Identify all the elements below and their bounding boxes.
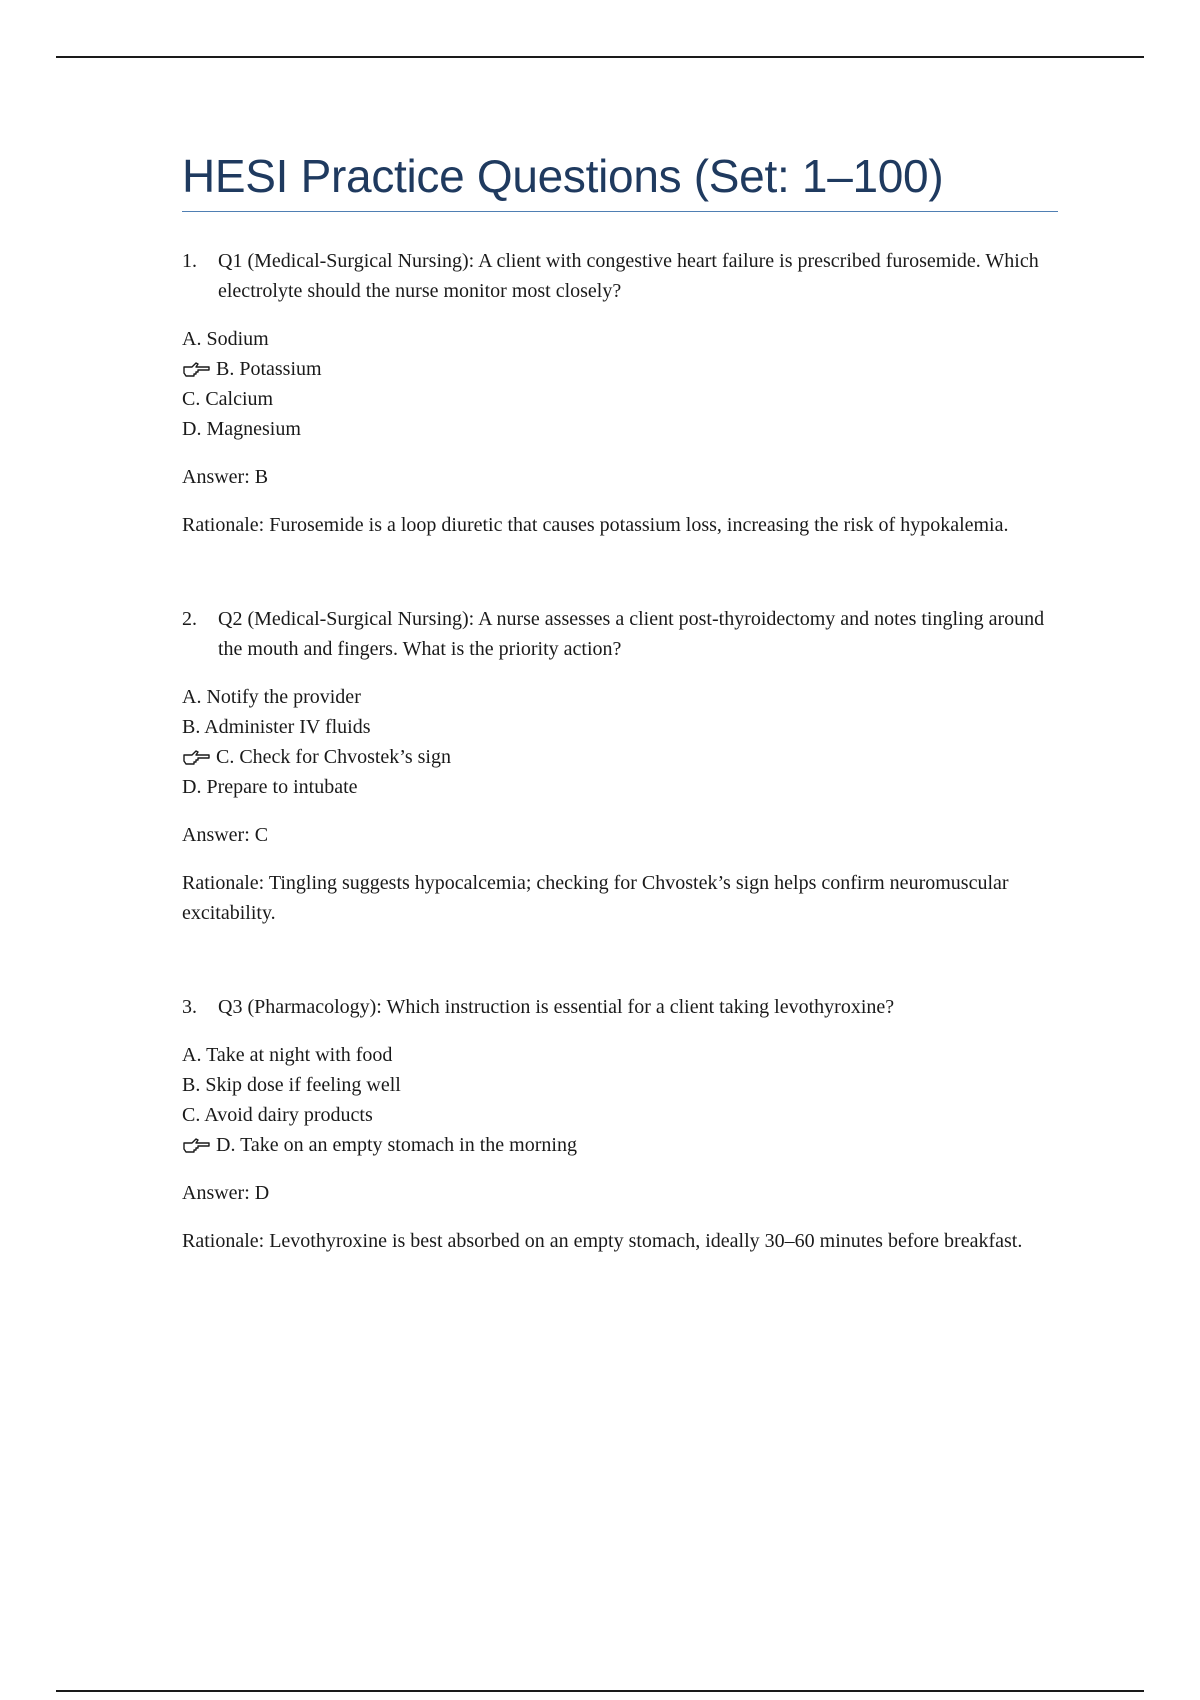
option-d [182,772,1058,802]
option-a [182,324,1058,354]
rationale-text: Rationale: Furosemide is a loop diuretic that causes potassium loss, increasing the risk of hypokalemia. [182,513,1009,536]
question-number: 2. [182,607,197,630]
option-label: C. Check for Chvostek’s sign [216,745,451,768]
answer-text: Answer: D [182,1181,270,1204]
footer-rule [56,1690,1144,1692]
pointing-hand-icon [182,359,212,379]
question-item [182,604,1058,928]
option-c [182,742,1058,772]
pointing-hand-icon [182,747,212,767]
title-underline [182,211,1058,212]
question-text: Q2 (Medical-Surgical Nursing): A nurse assesses a client post-thyroidectomy and notes tingling around the mouth and fingers. What is the priority action? [218,607,1045,660]
option-label: B. Administer IV fluids [182,715,371,738]
question-item [182,246,1058,540]
question-number: 3. [182,995,197,1018]
option-a [182,1040,1058,1070]
option-c [182,1100,1058,1130]
question-item [182,992,1058,1256]
options-list [182,324,1058,444]
option-label: D. Magnesium [182,417,301,440]
document-title: HESI Practice Questions (Set: 1–100) [182,150,944,202]
header-rule [56,56,1144,58]
question-text: Q1 (Medical-Surgical Nursing): A client with congestive heart failure is prescribed furosemide. Which electrolyte should the nurse monitor most closely? [218,249,1039,302]
option-label: C. Calcium [182,387,274,410]
option-label: D. Take on an empty stomach in the morning [216,1133,577,1156]
option-d [182,1130,1058,1160]
answer-text: Answer: C [182,823,269,846]
option-label: B. Potassium [216,357,322,380]
option-a [182,682,1058,712]
option-c [182,384,1058,414]
question-text: Q3 (Pharmacology): Which instruction is essential for a client taking levothyroxine? [218,995,895,1018]
question-line [182,992,1058,1022]
option-b [182,712,1058,742]
option-label: C. Avoid dairy products [182,1103,373,1126]
question-line [182,604,1058,664]
option-d [182,414,1058,444]
option-label: A. Sodium [182,327,269,350]
options-list [182,1040,1058,1160]
option-label: A. Take at night with food [182,1043,393,1066]
question-line [182,246,1058,306]
option-label: B. Skip dose if feeling well [182,1073,401,1096]
option-b [182,354,1058,384]
option-label: D. Prepare to intubate [182,775,358,798]
option-b [182,1070,1058,1100]
option-label: A. Notify the provider [182,685,361,708]
document-body [182,140,1058,1294]
rationale-text: Rationale: Levothyroxine is best absorbed on an empty stomach, ideally 30–60 minutes before breakfast. [182,1229,1023,1252]
rationale-text: Rationale: Tingling suggests hypocalcemia; checking for Chvostek’s sign helps confirm neuromuscular excitability. [182,871,1009,924]
pointing-hand-icon [182,1135,212,1155]
answer-text: Answer: B [182,465,269,488]
question-number: 1. [182,249,197,272]
options-list [182,682,1058,802]
